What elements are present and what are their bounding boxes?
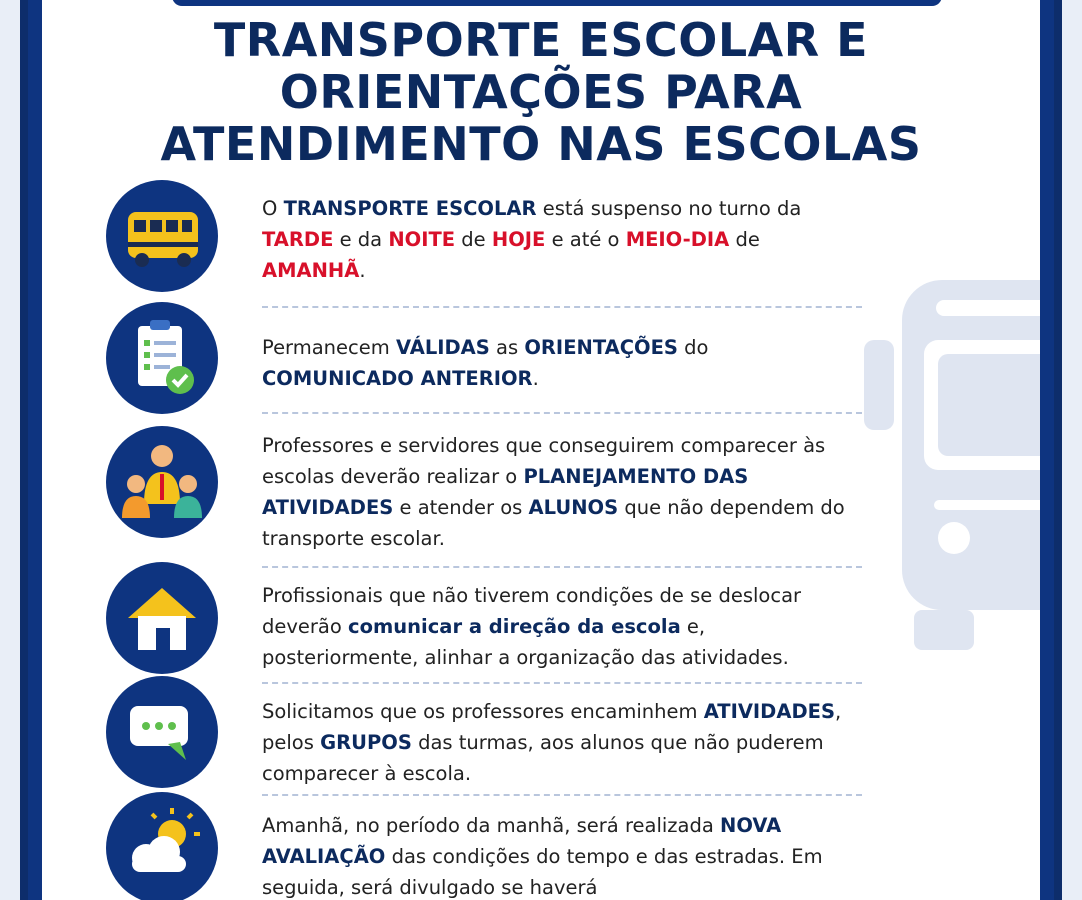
right-margin <box>1062 0 1082 900</box>
left-margin <box>0 0 20 900</box>
poster-body <box>42 0 1040 900</box>
title-line-3: ATENDIMENTO NAS ESCOLAS <box>160 117 922 171</box>
info-text-2: Permanecem VÁLIDAS as ORIENTAÇÕES do COMUNICADO ANTERIOR. <box>262 336 709 390</box>
row-divider <box>262 794 862 796</box>
info-text-6: Amanhã, no período da manhã, será realizada NOVA AVALIAÇÃO das condições do tempo e das estradas. Em seguida, será divulgado se haverá <box>262 814 823 899</box>
info-text-1: O TRANSPORTE ESCOLAR está suspenso no turno da TARDE e da NOITE de HOJE e até o MEIO-DIA de AMANHÃ. <box>262 197 802 282</box>
row-divider <box>262 682 862 684</box>
chat-bubble-icon <box>106 676 218 788</box>
poster-title <box>42 14 1040 170</box>
school-bus-icon <box>106 180 218 292</box>
top-tab <box>172 0 942 6</box>
house-icon <box>106 562 218 674</box>
row-divider <box>262 566 862 568</box>
info-text-3: Professores e servidores que conseguirem comparecer às escolas deverão realizar o PLANEJAMENTO DAS ATIVIDADES e atender os ALUNOS que não dependem do transporte escolar. <box>262 434 845 550</box>
poster-frame <box>28 0 1054 900</box>
title-line-1: TRANSPORTE ESCOLAR E <box>213 13 869 67</box>
info-text-5: Solicitamos que os professores encaminhem ATIVIDADES, pelos GRUPOS das turmas, aos alunos que não puderem comparecer à escola. <box>262 700 842 785</box>
clipboard-check-icon <box>106 302 218 414</box>
info-text-4: Profissionais que não tiverem condições de se deslocar deverão comunicar a direção da escola e, posteriormente, alinhar a organização das atividades. <box>262 584 802 669</box>
bus-background-icon <box>854 270 1040 670</box>
people-group-icon <box>106 426 218 538</box>
title-line-2: ORIENTAÇÕES PARA <box>279 65 803 119</box>
row-divider <box>262 412 862 414</box>
sun-cloud-icon <box>106 792 218 900</box>
row-divider <box>262 306 862 308</box>
